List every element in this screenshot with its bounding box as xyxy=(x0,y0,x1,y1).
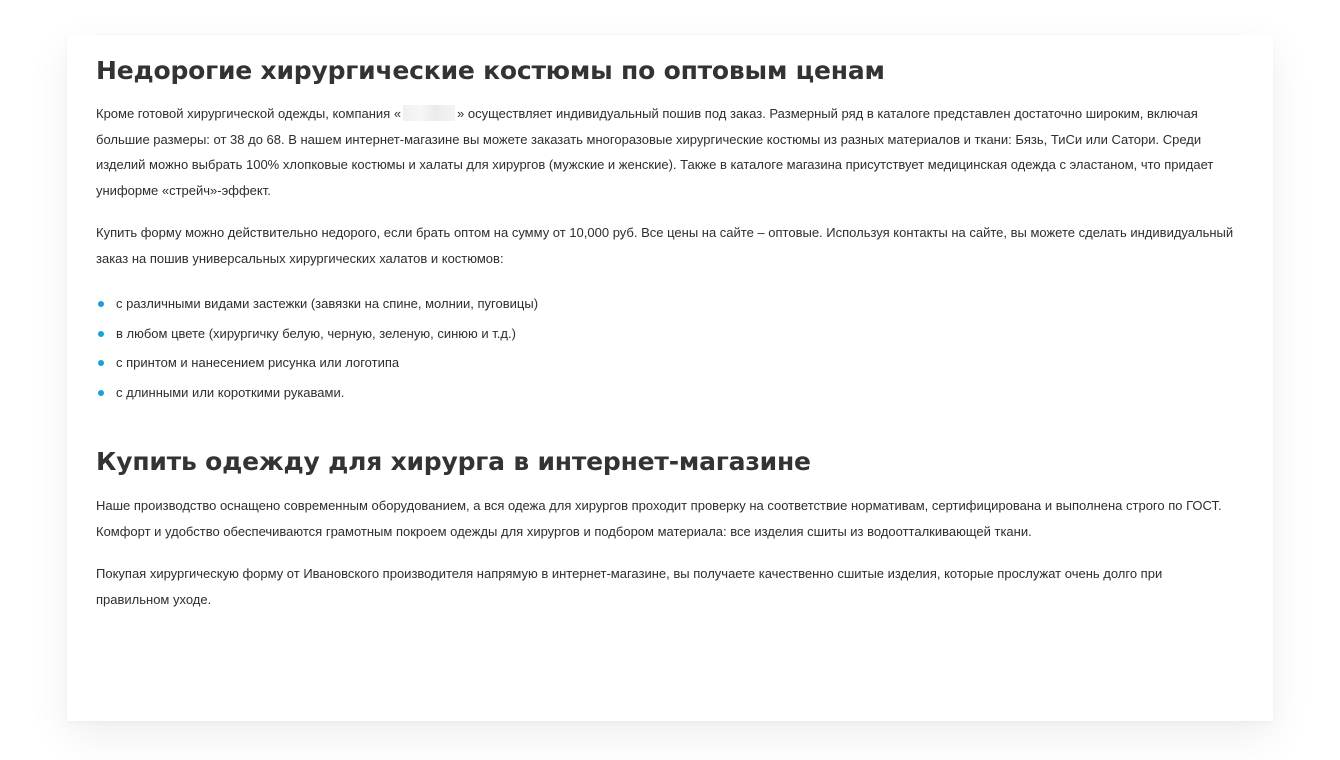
paragraph-custom-tailoring xyxy=(96,101,1236,203)
paragraph-text-start: Кроме готовой хирургической одежды, компания « xyxy=(96,106,402,121)
list-item-text: с принтом и нанесением рисунка или логотипа xyxy=(116,355,400,370)
bullet-icon xyxy=(98,390,104,396)
paragraph-quality: Покупая хирургическую форму от Ивановского производителя напрямую в интернет-магазине, вы получаете качественно сшитые изделия, которые прослужат очень долго при правильном уходе. xyxy=(96,566,1163,607)
list-item-text: в любом цвете (хирургичку белую, черную, зеленую, синюю и т.д.) xyxy=(116,325,516,341)
paragraph-text-end: » осуществляет индивидуальный пошив под заказ. Размерный ряд в каталоге представлен достаточно широким, включая большие размеры: от 38 до 68. В нашем интернет-магазине вы можете заказать многоразовые хирургические костюмы из разных материалов и ткани: Бязь, ТиСи или Сатори. Среди изделий можно выбрать 100% хлопковые костюмы и халаты для хирургов (мужские и женские). Также в каталоге магазина присутствует медицинская одежда с эластаном, что придает униформе «стрейч»-эффект. xyxy=(96,106,1214,198)
options-list xyxy=(96,289,1236,407)
article-card xyxy=(67,35,1273,721)
section-heading-wholesale: Недорогие хирургические костюмы по оптовым ценам xyxy=(96,56,885,85)
section-heading-online-store: Купить одежду для хирурга в интернет-магазине xyxy=(96,447,811,476)
bullet-icon xyxy=(98,360,104,366)
paragraph-wholesale-prices: Купить форму можно действительно недорого, если брать оптом на сумму от 10,000 руб. Все цены на сайте – оптовые. Используя контакты на сайте, вы можете сделать индивидуальный заказ на пошив универсальных хирургических халатов и костюмов: xyxy=(96,225,1234,266)
redacted-company-name xyxy=(403,105,455,121)
list-item-text: с длинными или короткими рукавами. xyxy=(116,384,345,400)
bullet-icon xyxy=(98,301,104,307)
bullet-icon xyxy=(98,331,104,337)
list-item-text: с различными видами застежки (завязки на спине, молнии, пуговицы) xyxy=(116,296,539,311)
paragraph-production: Наше производство оснащено современным оборудованием, а вся одежа для хирургов проходит проверку на соответствие нормативам, сертифицирована и выполнена строго по ГОСТ. Комфорт и удобство обеспечиваются грамотным покроем одежды для хирургов и подбором материала: все изделия сшиты из водоотталкивающей ткани. xyxy=(96,498,1222,539)
article-content xyxy=(96,53,1236,612)
list-item xyxy=(96,289,1236,319)
list-item xyxy=(96,348,1236,378)
list-item xyxy=(96,378,1236,408)
list-item xyxy=(96,319,1236,349)
